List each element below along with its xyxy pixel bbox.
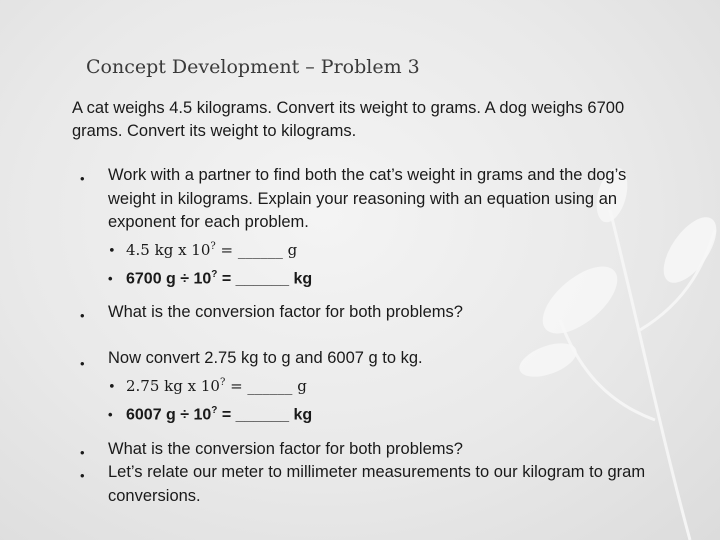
bullet-marker: •	[80, 308, 85, 323]
slide-title: Concept Development – Problem 3	[86, 56, 420, 78]
bullet-item-3	[108, 347, 653, 427]
bullet-marker: •	[80, 468, 85, 483]
equation-dog: • 6700 g ÷ 10? = ______ kg	[108, 263, 653, 291]
equation-kg-to-g: • 2.75 kg x 10? = ______ g	[108, 371, 653, 400]
problem-statement: A cat weighs 4.5 kilograms. Convert its weight to grams. A dog weighs 6700 grams. Convert its weight to kilograms.	[72, 99, 625, 140]
bullet-item-5: Let’s relate our meter to millimeter measurements to our kilogram to gram conversions.	[108, 463, 646, 505]
bullet-item-2: What is the conversion factor for both problems?	[108, 303, 463, 321]
bullet-item-4: What is the conversion factor for both problems?	[108, 440, 463, 458]
equation-g-to-kg: • 6007 g ÷ 10? = ______ kg	[108, 399, 653, 427]
bullet-marker: •	[80, 171, 85, 186]
equation-cat: • 4.5 kg x 10? = ______ g	[108, 235, 653, 264]
bullet-text: Work with a partner to find both the cat’s weight in grams and the dog’s weight in kilograms. Explain your reasoning with an equation using an exponent for each problem.	[108, 166, 627, 231]
sub-bullet-marker: •	[108, 243, 116, 259]
bullet-text: Now convert 2.75 kg to g and 6007 g to kg.	[108, 349, 423, 367]
sub-bullet-marker: •	[108, 407, 113, 423]
sub-bullet-marker: •	[108, 271, 113, 287]
bullet-marker: •	[80, 445, 85, 460]
bullet-marker: •	[80, 356, 85, 371]
bullet-item-1	[108, 164, 653, 291]
sub-bullet-marker: •	[108, 379, 116, 395]
